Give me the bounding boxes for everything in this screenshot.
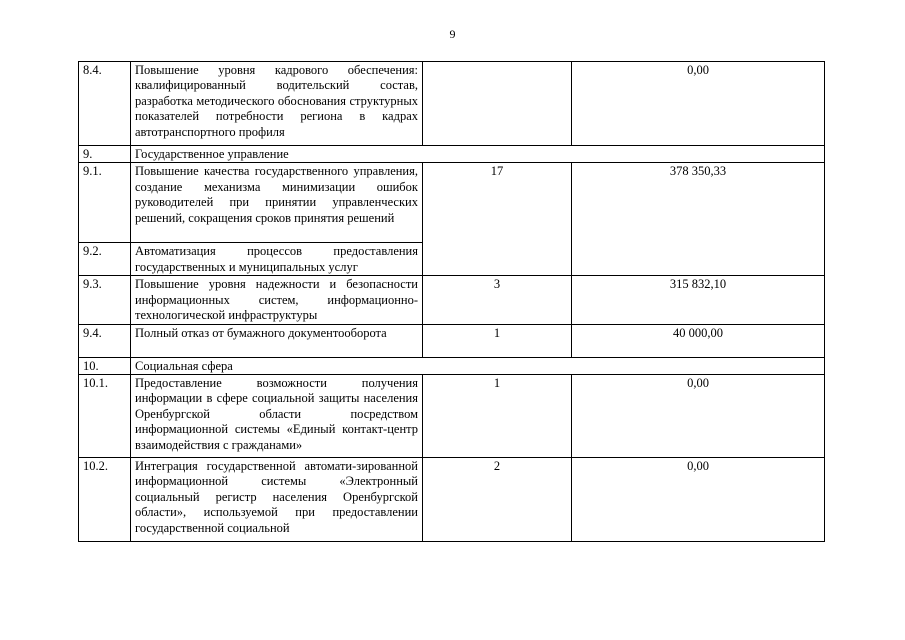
row-number: 10.1.: [79, 375, 131, 458]
row-count: [423, 62, 572, 146]
row-number: 9.: [79, 146, 131, 163]
row-number: 9.3.: [79, 276, 131, 324]
row-count: 1: [423, 375, 572, 458]
row-amount: 378 350,33: [572, 163, 825, 276]
row-amount: 0,00: [572, 62, 825, 146]
row-number: 10.2.: [79, 458, 131, 542]
row-number: 9.1.: [79, 163, 131, 243]
table-row: [79, 458, 825, 542]
row-amount: 0,00: [572, 375, 825, 458]
row-amount: 40 000,00: [572, 324, 825, 357]
row-description: Полный отказ от бумажного документооборота: [131, 324, 423, 357]
row-number: 8.4.: [79, 62, 131, 146]
page-number: 9: [449, 27, 456, 41]
row-description: Интеграция государственной автомати-зированной информационной системы «Электронный социальный регистр населения Оренбургской области», используемой при предоставлении государственной социальной: [131, 458, 423, 542]
row-amount: 0,00: [572, 458, 825, 542]
row-description: Повышение качества государственного управления, создание механизма минимизации ошибок руководителей при принятии управленческих решений, сокращения сроков принятия решений: [131, 163, 423, 243]
section-row: [79, 146, 825, 163]
table-row: [79, 375, 825, 458]
row-number: 10.: [79, 357, 131, 374]
table-row: [79, 276, 825, 324]
section-row: [79, 357, 825, 374]
section-title: Социальная сфера: [131, 357, 825, 374]
row-description: Предоставление возможности получения информации в сфере социальной защиты населения Оренбургской области посредством информационной системы «Единый контакт-центр взаимодействия с гражданами»: [131, 375, 423, 458]
row-count: 2: [423, 458, 572, 542]
row-description: Повышение уровня кадрового обеспечения: квалифицированный водительский состав, разработка методического обоснования структурных показателей потребности региона в кадрах автотранспортного профиля: [131, 62, 423, 146]
table-row: [79, 163, 825, 243]
row-count: 1: [423, 324, 572, 357]
row-description: Автоматизация процессов предоставления государственных и муниципальных услуг: [131, 243, 423, 276]
row-description: Повышение уровня надежности и безопасности информационных систем, информационно-технологической инфраструктуры: [131, 276, 423, 324]
section-title: Государственное управление: [131, 146, 825, 163]
row-number: 9.4.: [79, 324, 131, 357]
table-row: [79, 324, 825, 357]
measures-table: [78, 61, 825, 542]
row-amount: 315 832,10: [572, 276, 825, 324]
row-count: 3: [423, 276, 572, 324]
row-number: 9.2.: [79, 243, 131, 276]
table-row: [79, 62, 825, 146]
row-count: 17: [423, 163, 572, 276]
